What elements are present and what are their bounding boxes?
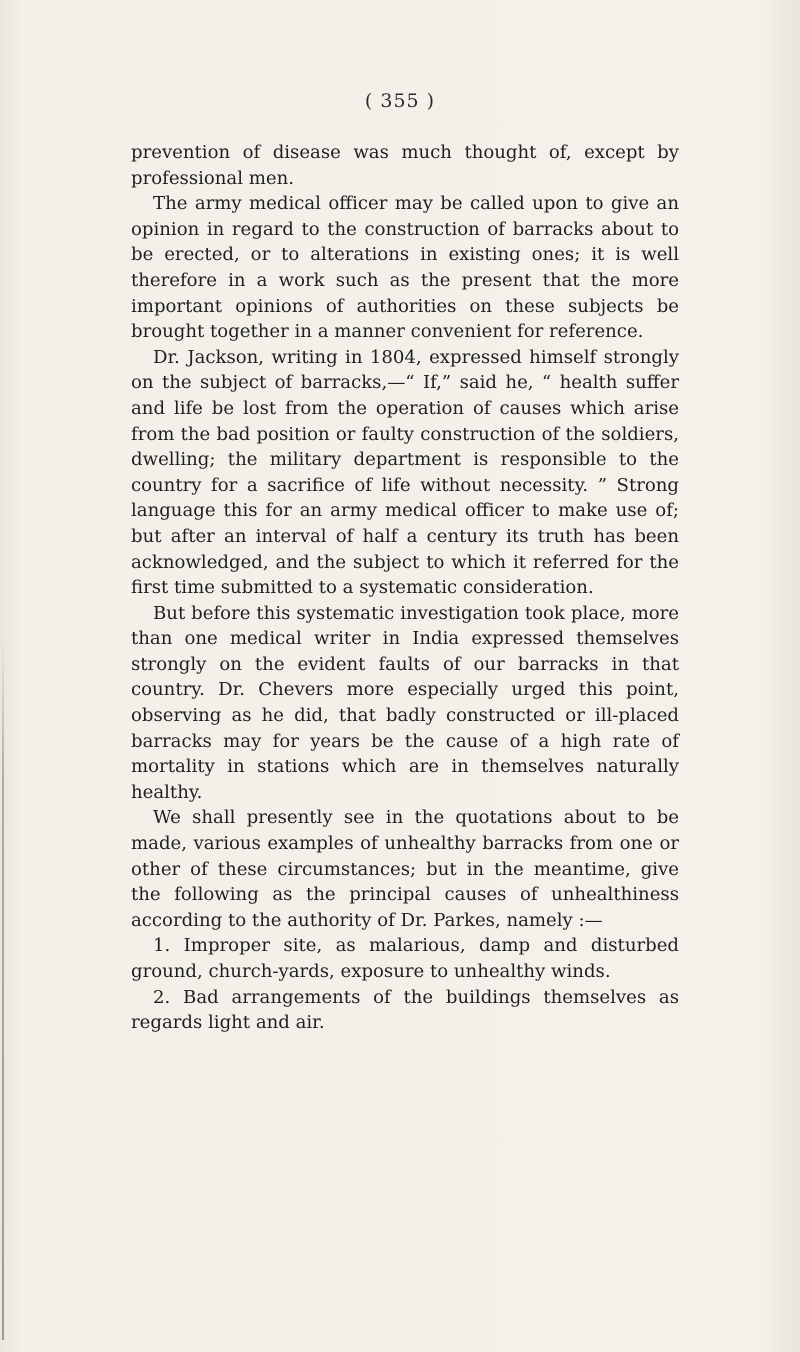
paragraph-systematic-investigation: But before this systematic investigation took place, more than one medical writer in India expressed themselves strongly on the evident faults of our barracks in that country. Dr. Chevers more especially urged this point, observing as he did, that badly constructed or ill-placed barracks may for years be the cause of a high rate of mortality in stations which are in themselves naturally healthy. <box>131 602 679 803</box>
paragraph-army-officer-opinion: The army medical officer may be called upon to give an opinion in regard to the construction of barracks about to be erected, or to alterations in existing ones; it is well therefore in a work such as the present that the more important opinions of authorities on these subjects be brought together in a manner convenient for reference. <box>131 193 679 343</box>
page-number: ( 355 ) <box>364 90 436 112</box>
paragraph-continuation: prevention of disease was much thought of, except by professional men. <box>131 142 679 189</box>
binding-shadow <box>2 640 4 1340</box>
list-item-bad-arrangements: 2. Bad arrangements of the buildings themselves as regards light and air. <box>131 986 679 1034</box>
body-text <box>131 140 679 1036</box>
paragraph-quotations: We shall presently see in the quotations about to be made, various examples of unhealthy barracks from one or other of these circumstances; but in the meantime, give the following as the principal causes of unhealthiness according to the authority of Dr. Parkes, namely :— <box>131 807 679 931</box>
list-item-improper-site: 1. Improper site, as malarious, damp and disturbed ground, church-yards, exposure to unhealthy winds. <box>131 935 679 982</box>
paragraph-dr-jackson: Dr. Jackson, writing in 1804, expressed himself strongly on the subject of barracks,—“ If,” said he, “ health suffer and life be lost from the operation of causes which arise from the bad position or faulty construction of the soldiers, dwelling; the military department is responsible to the country for a sacrifice of life without necessity. ” Strong language this for an army medical officer to make use of; but after an interval of half a century its truth has been acknowledged, and the subject to which it referred for the first time submitted to a systematic consideration. <box>131 346 679 599</box>
